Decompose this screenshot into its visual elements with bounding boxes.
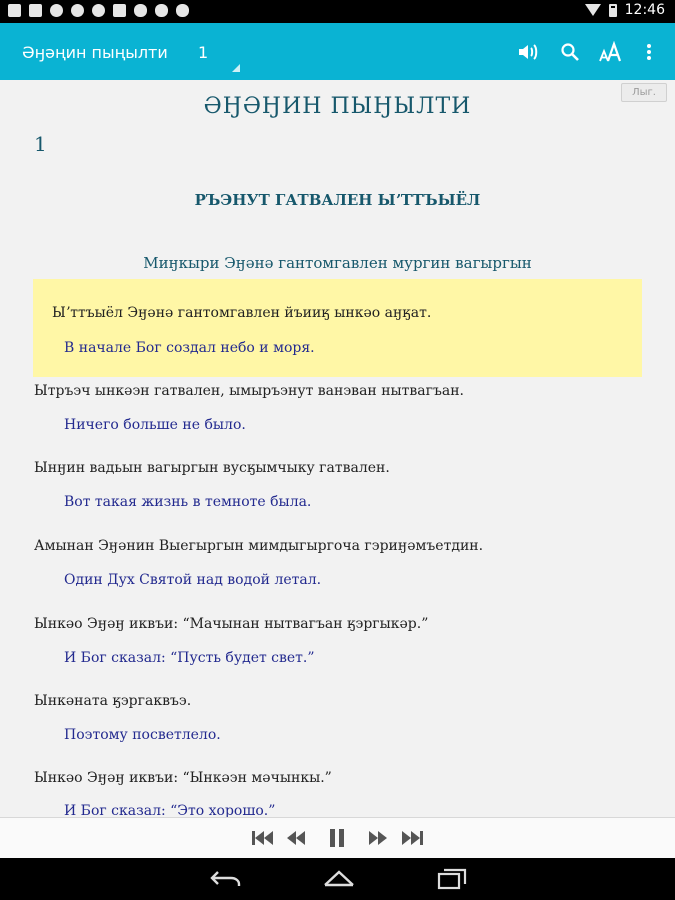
search-icon[interactable] — [557, 39, 583, 65]
action-bar — [0, 23, 675, 80]
overflow-menu-icon[interactable] — [636, 39, 662, 65]
wrench-icon — [8, 4, 21, 17]
status-bar — [0, 0, 675, 23]
system-nav-bar — [0, 858, 675, 900]
verse-translation[interactable]: Один Дух Святой над водой летал. — [64, 572, 322, 588]
section-heading: РЪЭНУТ ГАТВАЛЕН ЫʼТТЪЫЁЛ — [194, 191, 481, 209]
verse-translation[interactable]: Ничего больше не было. — [64, 417, 246, 433]
verse-text[interactable]: Ынкәната ӄэргаквъэ. — [34, 693, 192, 709]
verse-text[interactable]: Ыʼттъыёл Эӈәнә гантомгавлен йъииӄ ынкәо аӈӄат. — [52, 305, 432, 321]
language-toggle-button[interactable]: Лыг. — [621, 83, 667, 102]
verse-translation[interactable]: Вот такая жизнь в темноте была. — [64, 494, 312, 510]
audio-player-bar — [0, 817, 675, 858]
cloud-icon — [176, 4, 189, 17]
verse-text[interactable]: Ынкәо Эӈәӈ иквъи: “Мачынан нытвагъан ӄэргыкәр.” — [34, 616, 429, 632]
verse-text[interactable]: Ытръэч ынкәэн гатвален, ымыръэнут ванэван нытвагъан. — [34, 383, 465, 399]
skip-next-icon[interactable] — [401, 828, 423, 848]
image-icon — [113, 4, 126, 17]
pause-icon[interactable] — [328, 828, 346, 848]
sync-icon — [92, 4, 105, 17]
skip-previous-icon[interactable] — [252, 828, 274, 848]
scripture-content[interactable] — [0, 80, 675, 817]
chat-icon — [50, 4, 63, 17]
battery-icon — [609, 4, 617, 17]
clock: 12:46 — [624, 2, 665, 18]
cloud-icon — [134, 4, 147, 17]
verse-translation[interactable]: И Бог сказал: “Это хорошо.” — [64, 803, 276, 817]
verse-translation[interactable]: И Бог сказал: “Пусть будет свет.” — [64, 650, 315, 666]
rewind-icon[interactable] — [286, 828, 306, 848]
chapter-number: 1 — [34, 132, 47, 156]
recents-icon[interactable] — [437, 868, 467, 894]
back-icon[interactable] — [210, 868, 242, 894]
book-heading: ӘӇӘӇИН ПЫӇЫЛТИ — [203, 94, 472, 119]
text-size-icon[interactable] — [598, 39, 624, 65]
chapter-selector[interactable] — [190, 33, 242, 75]
speaker-icon[interactable] — [515, 39, 541, 65]
verse-translation[interactable]: В начале Бог создал небо и моря. — [64, 340, 315, 356]
home-icon[interactable] — [322, 868, 356, 894]
sync-icon — [71, 4, 84, 17]
verse-translation[interactable]: Поэтому посветлело. — [64, 727, 221, 743]
section-subheading: Миӈкыри Эӈәнә гантомгавлен мургин вагыргын — [143, 254, 532, 272]
verse-text[interactable]: Ынкәо Эӈәӈ иквъи: “Ынкәэн мәчынкы.” — [34, 770, 332, 786]
book-title[interactable]: Әӈәңин пыңылти — [22, 43, 168, 62]
image-icon — [29, 4, 42, 17]
fast-forward-icon[interactable] — [368, 828, 388, 848]
verse-text[interactable]: Амынан Эӈәнин Выегыргын мимдыгыргоча гэриӈәмъетдин. — [34, 538, 484, 554]
verse-text[interactable]: Ынӈин вадьын вагыргын вусӄымчыку гатвален. — [34, 460, 390, 476]
highlighted-verse[interactable] — [33, 279, 642, 377]
wifi-icon — [585, 4, 601, 16]
cloud-icon — [155, 4, 168, 17]
dropdown-indicator-icon — [232, 64, 240, 72]
chapter-selector-value: 1 — [198, 43, 209, 62]
